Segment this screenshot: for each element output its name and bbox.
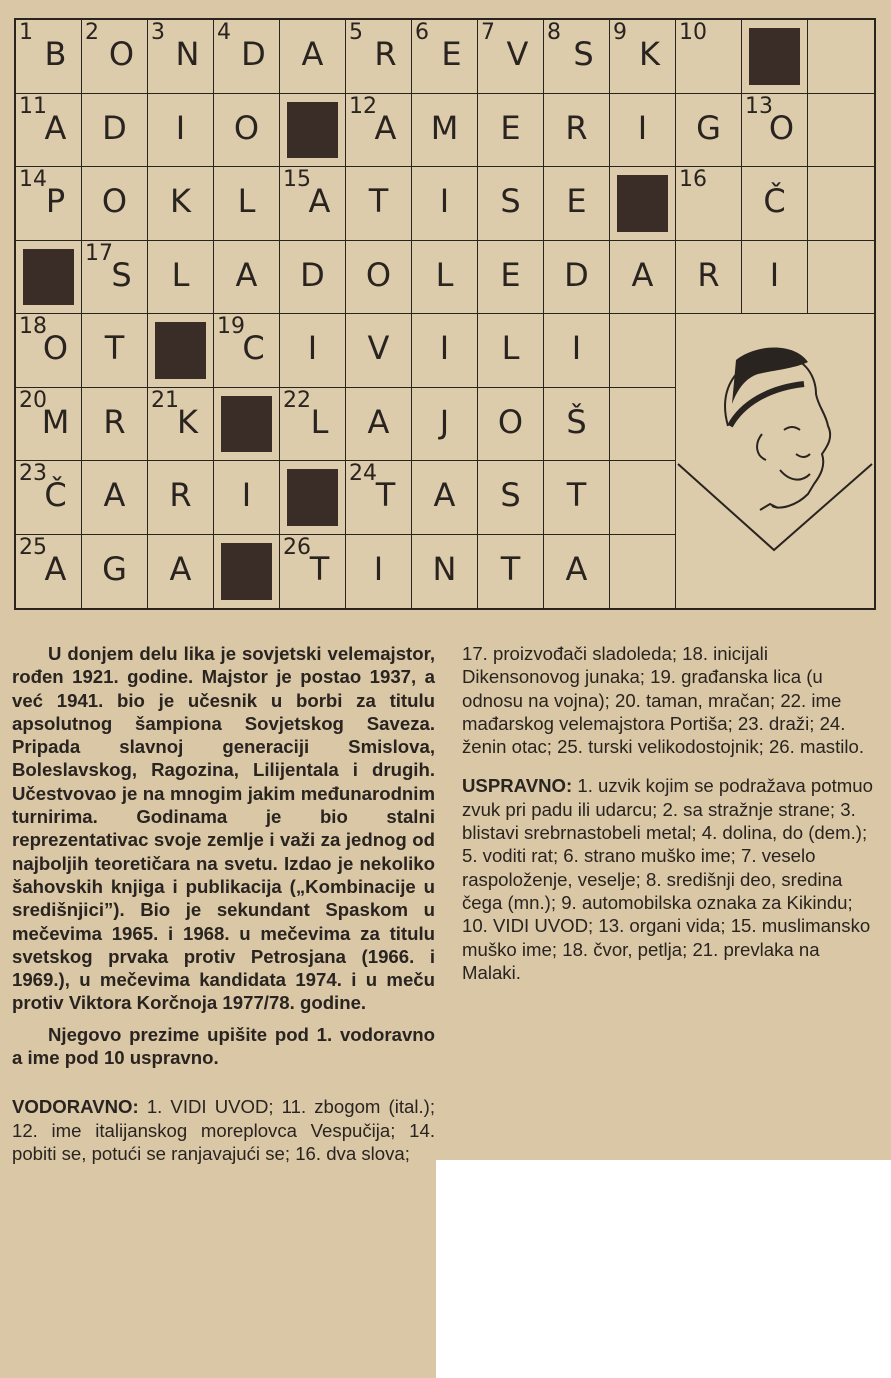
- grid-cell-empty: [808, 167, 874, 241]
- cell-letter: M: [430, 108, 459, 147]
- cell-letter: I: [637, 108, 648, 147]
- cell-number: 14: [19, 167, 47, 192]
- cell-letter: A: [44, 108, 67, 147]
- grid-cell: [148, 94, 214, 168]
- cell-number: 24: [349, 461, 377, 486]
- grid-cell: [478, 461, 544, 535]
- cell-letter: A: [308, 182, 331, 220]
- grid-cell-empty: [610, 388, 676, 462]
- grid-cell: [280, 20, 346, 94]
- cell-letter: I: [307, 329, 318, 367]
- grid-cell: [412, 461, 478, 535]
- cell-letter: L: [310, 402, 329, 441]
- cell-letter: S: [500, 476, 521, 514]
- intro-instruction: Njegovo prezime upišite pod 1. vodoravno a ime pod 10 uspravno.: [12, 1023, 435, 1069]
- grid-cell: [544, 314, 610, 388]
- cell-number: 23: [19, 461, 47, 486]
- grid-cell: [82, 388, 148, 462]
- grid-cell: [82, 535, 148, 609]
- grid-cell: [412, 20, 478, 94]
- cell-letter: P: [45, 182, 66, 220]
- cell-letter: I: [439, 182, 450, 220]
- grid-cell: [82, 314, 148, 388]
- cell-number: 19: [217, 314, 245, 339]
- cell-letter: B: [44, 35, 67, 73]
- cell-letter: I: [571, 329, 582, 367]
- cell-number: 8: [547, 20, 561, 45]
- grid-cell: [412, 535, 478, 609]
- grid-cell-empty: [610, 461, 676, 535]
- cell-number: 10: [679, 20, 707, 45]
- cell-letter: A: [565, 549, 588, 588]
- cell-letter: A: [374, 108, 397, 147]
- cell-letter: O: [42, 329, 69, 367]
- grid-cell: [478, 20, 544, 94]
- grid-cell-black: [280, 94, 346, 168]
- cell-letter: K: [170, 182, 191, 220]
- grid-cell: [610, 241, 676, 315]
- cell-letter: S: [500, 182, 521, 220]
- grid-cell-empty: [808, 20, 874, 94]
- cell-letter: K: [639, 35, 660, 73]
- cell-letter: E: [441, 35, 462, 73]
- cell-letter: I: [439, 329, 450, 367]
- cell-letter: D: [564, 255, 589, 294]
- grid-cell-black: [610, 167, 676, 241]
- grid-cell: [148, 20, 214, 94]
- cell-letter: L: [237, 182, 256, 220]
- grid-cell: [412, 167, 478, 241]
- cell-letter: E: [566, 182, 587, 220]
- cell-letter: N: [432, 549, 457, 588]
- cell-letter: O: [497, 402, 524, 441]
- cell-letter: D: [241, 35, 266, 73]
- grid-cell: [610, 20, 676, 94]
- grid-cell: [610, 94, 676, 168]
- cell-number: 25: [19, 534, 47, 560]
- grid-cell: [544, 388, 610, 462]
- grid-cell: [214, 167, 280, 241]
- grid-cell: [82, 461, 148, 535]
- intro-paragraph: U donjem delu lika je sovjetski velemajstor, rođen 1921. godine. Majstor je postao 1937, a već 1941. bio je učesnik u borbi za titulu apsolutnog šampiona Sovjetskog Saveza. Pripada slavnoj generaciji Smislova, Boleslavskog, Ragozina, Lilijentala i drugih. Učestvovao je na mnogim jakim međunarodnim turnirima. Godinama je bio stalni reprezentativac svoje zemlje i važi za jednog od najboljih teoretičara na svetu. Izdao je nekoliko šahovskih knjiga i publikacija („Kombinacije u središnjici”). Bio je sekundant Spaskom u mečevima 1965. i 1968. u mečevima za titulu svetskog prvaka protiv Petrosjana (1966. i 1969.), u mečevima kandidata 1974. i u meču protiv Viktora Korčnoja 1977/78. godine.: [12, 643, 435, 1014]
- cell-letter: T: [104, 329, 125, 367]
- cell-letter: L: [171, 255, 190, 294]
- grid-cell: [148, 241, 214, 315]
- grid-cell: [16, 94, 82, 168]
- grid-cell-black: [742, 20, 808, 94]
- grid-cell: [544, 535, 610, 609]
- grid-cell: [82, 20, 148, 94]
- crossword-grid: [14, 18, 876, 610]
- cell-letter: A: [169, 549, 192, 588]
- portrait-illustration: [676, 314, 874, 608]
- across-clues-continued: 17. proizvođači sladoleda; 18. inicijali Dikensonovog junaka; 19. građanska lica (u odnosu na vojna); 20. taman, mračan; 22. ime mađarskog velemajstora Portiša; 23. draži; 24. ženin otac; 25. turski velikodostojnik; 26. mastilo.: [462, 643, 865, 758]
- cell-letter: T: [309, 549, 330, 588]
- grid-cell: [478, 388, 544, 462]
- cell-number: 22: [283, 387, 311, 413]
- cell-letter: R: [565, 108, 588, 147]
- cell-letter: O: [108, 35, 135, 73]
- grid-cell: [544, 167, 610, 241]
- grid-cell: [346, 535, 412, 609]
- cell-letter: O: [233, 108, 260, 147]
- cell-number: 4: [217, 20, 231, 45]
- grid-cell-black: [148, 314, 214, 388]
- cell-letter: S: [573, 35, 594, 73]
- cell-letter: T: [566, 476, 587, 514]
- grid-cell-empty: [610, 535, 676, 609]
- cell-letter: I: [175, 108, 186, 147]
- cell-letter: R: [374, 35, 397, 73]
- cell-letter: D: [102, 108, 127, 147]
- cell-letter: G: [696, 108, 721, 147]
- grid-cell: [676, 167, 742, 241]
- cell-letter: I: [769, 255, 780, 294]
- cell-letter: D: [300, 255, 325, 294]
- across-heading: VODORAVNO:: [12, 1096, 139, 1118]
- cell-letter: A: [301, 35, 324, 73]
- cell-number: 16: [679, 167, 707, 192]
- cell-letter: L: [435, 255, 454, 294]
- cell-letter: Č: [763, 182, 786, 220]
- cell-number: 12: [349, 93, 377, 119]
- cell-letter: T: [368, 182, 389, 220]
- grid-cell: [742, 94, 808, 168]
- cell-number: 1: [19, 20, 33, 45]
- grid-cell: [82, 241, 148, 315]
- cell-letter: A: [235, 255, 258, 294]
- intro-column: [12, 642, 435, 1173]
- grid-cell: [346, 94, 412, 168]
- cell-letter: O: [365, 255, 392, 294]
- grid-cell-black: [16, 241, 82, 315]
- cell-letter: V: [367, 329, 390, 367]
- grid-cell: [16, 167, 82, 241]
- grid-cell: [280, 167, 346, 241]
- cell-letter: T: [375, 476, 396, 514]
- grid-cell: [214, 94, 280, 168]
- grid-cell: [412, 314, 478, 388]
- cell-letter: O: [101, 182, 128, 220]
- cell-letter: R: [103, 402, 126, 441]
- grid-cell-empty: [808, 94, 874, 168]
- down-heading: USPRAVNO:: [462, 775, 573, 797]
- grid-cell: [280, 535, 346, 609]
- across-clues-start: [12, 1095, 435, 1165]
- grid-cell: [676, 241, 742, 315]
- cell-number: 13: [745, 93, 773, 119]
- grid-cell: [412, 94, 478, 168]
- grid-cell: [148, 167, 214, 241]
- grid-cell: [214, 20, 280, 94]
- cell-number: 6: [415, 20, 429, 45]
- cell-letter: J: [439, 402, 450, 441]
- grid-cell: [280, 388, 346, 462]
- grid-cell: [346, 241, 412, 315]
- down-clues-text: 1. uzvik kojim se podražava potmuo zvuk pri padu ili udarcu; 2. sa stražnje strane; 3. blistavi srebrnastobeli metal; 4. dolina, do (dem.); 5. voditi rat; 6. strano muško ime; 7. veselo raspoloženje, veselje; 8. središnji deo, sredina čega (mn.); 9. automobilska oznaka za Kikindu; 10. VIDI UVOD; 13. organi vida; 15. muslimansko muško ime; 18. čvor, petlja; 21. prevlaka na Malaki.: [462, 775, 873, 983]
- cell-letter: A: [44, 549, 67, 588]
- cell-letter: G: [102, 549, 127, 588]
- cell-number: 17: [85, 240, 113, 266]
- grid-cell: [280, 241, 346, 315]
- cell-letter: V: [506, 35, 529, 73]
- grid-cell: [478, 167, 544, 241]
- cell-number: 2: [85, 20, 99, 45]
- cell-letter: O: [768, 108, 795, 147]
- cell-letter: Š: [566, 402, 587, 441]
- grid-cell: [412, 388, 478, 462]
- grid-cell-empty: [610, 314, 676, 388]
- grid-cell: [676, 20, 742, 94]
- grid-cell: [742, 167, 808, 241]
- face-drawing-icon: [676, 314, 874, 608]
- grid-cell: [82, 94, 148, 168]
- grid-cell: [544, 20, 610, 94]
- grid-cell-black: [214, 388, 280, 462]
- grid-cell: [148, 388, 214, 462]
- grid-cell: [478, 94, 544, 168]
- grid-cell: [478, 535, 544, 609]
- cell-number: 11: [19, 93, 47, 119]
- cell-number: 20: [19, 387, 47, 413]
- cell-number: 26: [283, 534, 311, 560]
- grid-cell: [16, 20, 82, 94]
- grid-cell: [16, 388, 82, 462]
- cell-letter: T: [500, 549, 521, 588]
- cell-letter: R: [697, 255, 720, 294]
- grid-cell: [346, 167, 412, 241]
- grid-cell: [214, 241, 280, 315]
- across-clues-text-a: 1. VIDI UVOD; 11. zbogom (ital.); 12. ime italijanskog moreplovca Vespučija; 14. pobiti se, potući se ranjavajući se; 16. dva slova;: [12, 1096, 435, 1164]
- cell-letter: A: [367, 402, 390, 441]
- grid-cell: [544, 461, 610, 535]
- cell-letter: A: [103, 476, 126, 514]
- cell-number: 3: [151, 20, 165, 45]
- cell-number: 21: [151, 387, 179, 413]
- grid-cell: [82, 167, 148, 241]
- grid-cell: [412, 241, 478, 315]
- cell-number: 9: [613, 20, 627, 45]
- grid-cell: [346, 461, 412, 535]
- down-clues: [462, 774, 878, 984]
- cell-letter: C: [242, 329, 265, 367]
- grid-cell: [742, 241, 808, 315]
- grid-cell: [280, 314, 346, 388]
- cell-letter: Č: [44, 476, 67, 514]
- grid-cell-empty: [808, 241, 874, 315]
- cell-letter: A: [631, 255, 654, 294]
- cell-letter: R: [169, 476, 192, 514]
- blank-area: [436, 1160, 891, 1378]
- clues-column: [462, 642, 878, 1000]
- cell-number: 7: [481, 20, 495, 45]
- cell-letter: E: [500, 255, 521, 294]
- cell-letter: E: [500, 108, 521, 147]
- grid-cell-black: [280, 461, 346, 535]
- cell-letter: A: [433, 476, 456, 514]
- cell-number: 18: [19, 314, 47, 339]
- grid-cell: [676, 94, 742, 168]
- cell-letter: L: [501, 329, 520, 367]
- grid-cell: [16, 314, 82, 388]
- cell-letter: N: [175, 35, 200, 73]
- grid-cell: [148, 535, 214, 609]
- grid-cell: [148, 461, 214, 535]
- grid-cell: [544, 241, 610, 315]
- grid-cell: [478, 314, 544, 388]
- cell-letter: I: [373, 549, 384, 588]
- grid-cell: [346, 388, 412, 462]
- grid-cell: [478, 241, 544, 315]
- grid-cell: [544, 94, 610, 168]
- grid-cell: [214, 461, 280, 535]
- grid-cell-black: [214, 535, 280, 609]
- grid-cell: [346, 20, 412, 94]
- grid-cell: [214, 314, 280, 388]
- grid-cell: [16, 535, 82, 609]
- cell-number: 5: [349, 20, 363, 45]
- cell-letter: M: [41, 402, 70, 441]
- cell-letter: K: [177, 402, 198, 441]
- cell-letter: S: [111, 255, 132, 294]
- cell-number: 15: [283, 167, 311, 192]
- grid-cell: [346, 314, 412, 388]
- grid-cell: [16, 461, 82, 535]
- cell-letter: I: [241, 476, 252, 514]
